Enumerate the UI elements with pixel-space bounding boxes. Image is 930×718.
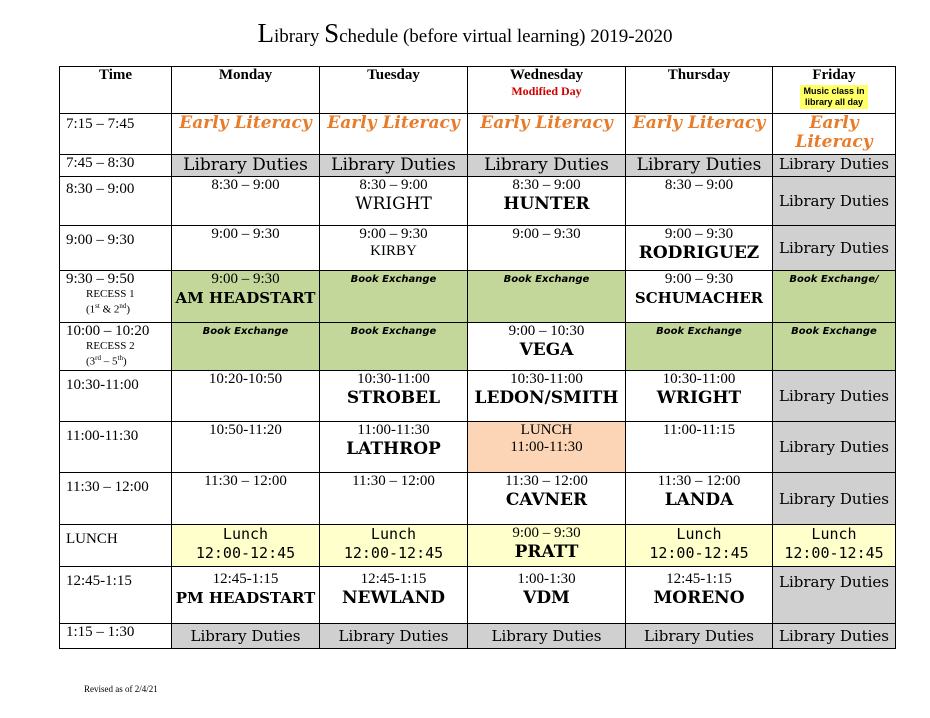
cell: 12:45-1:15 PM HEADSTART [172, 567, 320, 624]
cell: 10:30-11:00 LEDON/SMITH [468, 371, 626, 422]
cell: 8:30 – 9:00 [626, 177, 773, 226]
table-row [60, 114, 896, 155]
cell: 10:20-10:50 [172, 371, 320, 422]
cell: Book Exchange [626, 323, 773, 371]
cell: Library Duties [773, 624, 896, 649]
cell: Lunch 12:00-12:45 [626, 525, 773, 567]
header-wednesday: Wednesday Modified Day [468, 67, 626, 114]
cell: Book Exchange [773, 323, 896, 371]
table-row [60, 323, 896, 371]
cell: 11:30 – 12:00 [320, 473, 468, 525]
header-monday: Monday [172, 67, 320, 114]
time-cell: 12:45-1:15 [60, 567, 172, 624]
table-row [60, 624, 896, 649]
cell: Early Literacy [773, 114, 896, 155]
header-tuesday: Tuesday [320, 67, 468, 114]
cell: Book Exchange [468, 271, 626, 323]
cell: 1:00-1:30 VDM [468, 567, 626, 624]
cell: 12:45-1:15 NEWLAND [320, 567, 468, 624]
cell: 8:30 – 9:00 HUNTER [468, 177, 626, 226]
cell: 11:30 – 12:00 CAVNER [468, 473, 626, 525]
cell: Library Duties [320, 624, 468, 649]
cell: Library Duties [773, 422, 896, 473]
time-cell: 10:30-11:00 [60, 371, 172, 422]
cell: 10:30-11:00 WRIGHT [626, 371, 773, 422]
table-row [60, 567, 896, 624]
cell: 8:30 – 9:00 WRIGHT [320, 177, 468, 226]
cell: Library Duties [773, 177, 896, 226]
cell: 8:30 – 9:00 [172, 177, 320, 226]
cell: Early Literacy [320, 114, 468, 155]
cell: 11:30 – 12:00 LANDA [626, 473, 773, 525]
cell: 9:00 – 9:30 PRATT [468, 525, 626, 567]
time-cell: 11:30 – 12:00 [60, 473, 172, 525]
music-class-note: Music class in library all day [800, 85, 867, 109]
table-row [60, 371, 896, 422]
schedule-table [59, 66, 896, 649]
time-cell: 7:45 – 8:30 [60, 155, 172, 177]
cell: Lunch 12:00-12:45 [172, 525, 320, 567]
cell: 11:00-11:30 LATHROP [320, 422, 468, 473]
modified-day-note: Modified Day [511, 84, 582, 98]
cell: Lunch 12:00-12:45 [773, 525, 896, 567]
time-cell: 9:00 – 9:30 [60, 226, 172, 271]
time-cell: 11:00-11:30 [60, 422, 172, 473]
cell: Book Exchange/ [773, 271, 896, 323]
time-cell: 7:15 – 7:45 [60, 114, 172, 155]
cell: Book Exchange [172, 323, 320, 371]
page-title: Library Schedule (before virtual learning) 2019-2020 [257, 18, 673, 48]
cell: Lunch 12:00-12:45 [320, 525, 468, 567]
time-cell: LUNCH [60, 525, 172, 567]
cell: Early Literacy [468, 114, 626, 155]
cell: Library Duties [773, 371, 896, 422]
table-row [60, 271, 896, 323]
cell: 10:50-11:20 [172, 422, 320, 473]
cell: 9:00 – 9:30 [468, 226, 626, 271]
cell: 11:00-11:15 [626, 422, 773, 473]
cell: Library Duties [773, 567, 896, 624]
time-cell: 10:00 – 10:20 RECESS 2 (3rd – 5th) [60, 323, 172, 371]
table-row [60, 422, 896, 473]
header-thursday: Thursday [626, 67, 773, 114]
table-row [60, 473, 896, 525]
time-cell: 1:15 – 1:30 [60, 624, 172, 649]
cell: Library Duties [773, 226, 896, 271]
revised-note: Revised as of 2/4/21 [84, 684, 158, 694]
cell: 9:00 – 9:30 [172, 226, 320, 271]
cell: Book Exchange [320, 271, 468, 323]
header-time: Time [60, 67, 172, 114]
table-row [60, 155, 896, 177]
cell: Library Duties [773, 155, 896, 177]
cell: Library Duties [172, 155, 320, 177]
cell: Library Duties [626, 624, 773, 649]
cell: Book Exchange [320, 323, 468, 371]
cell: LUNCH 11:00-11:30 [468, 422, 626, 473]
cell: 9:00 – 9:30 SCHUMACHER [626, 271, 773, 323]
header-row [60, 67, 896, 114]
cell: 9:00 – 9:30 RODRIGUEZ [626, 226, 773, 271]
table-row [60, 525, 896, 567]
cell: 9:00 – 9:30 AM HEADSTART [172, 271, 320, 323]
cell: Library Duties [773, 473, 896, 525]
cell: 9:00 – 10:30 VEGA [468, 323, 626, 371]
cell: Library Duties [468, 624, 626, 649]
cell: Early Literacy [172, 114, 320, 155]
cell: 9:00 – 9:30 KIRBY [320, 226, 468, 271]
cell: 12:45-1:15 MORENO [626, 567, 773, 624]
cell: Early Literacy [626, 114, 773, 155]
time-cell: 8:30 – 9:00 [60, 177, 172, 226]
cell: Library Duties [172, 624, 320, 649]
cell: Library Duties [468, 155, 626, 177]
cell: 10:30-11:00 STROBEL [320, 371, 468, 422]
table-row [60, 177, 896, 226]
time-cell: 9:30 – 9:50 RECESS 1 (1st & 2nd) [60, 271, 172, 323]
cell: 11:30 – 12:00 [172, 473, 320, 525]
header-friday: Friday Music class in library all day [773, 67, 896, 114]
table-row [60, 226, 896, 271]
cell: Library Duties [626, 155, 773, 177]
cell: Library Duties [320, 155, 468, 177]
